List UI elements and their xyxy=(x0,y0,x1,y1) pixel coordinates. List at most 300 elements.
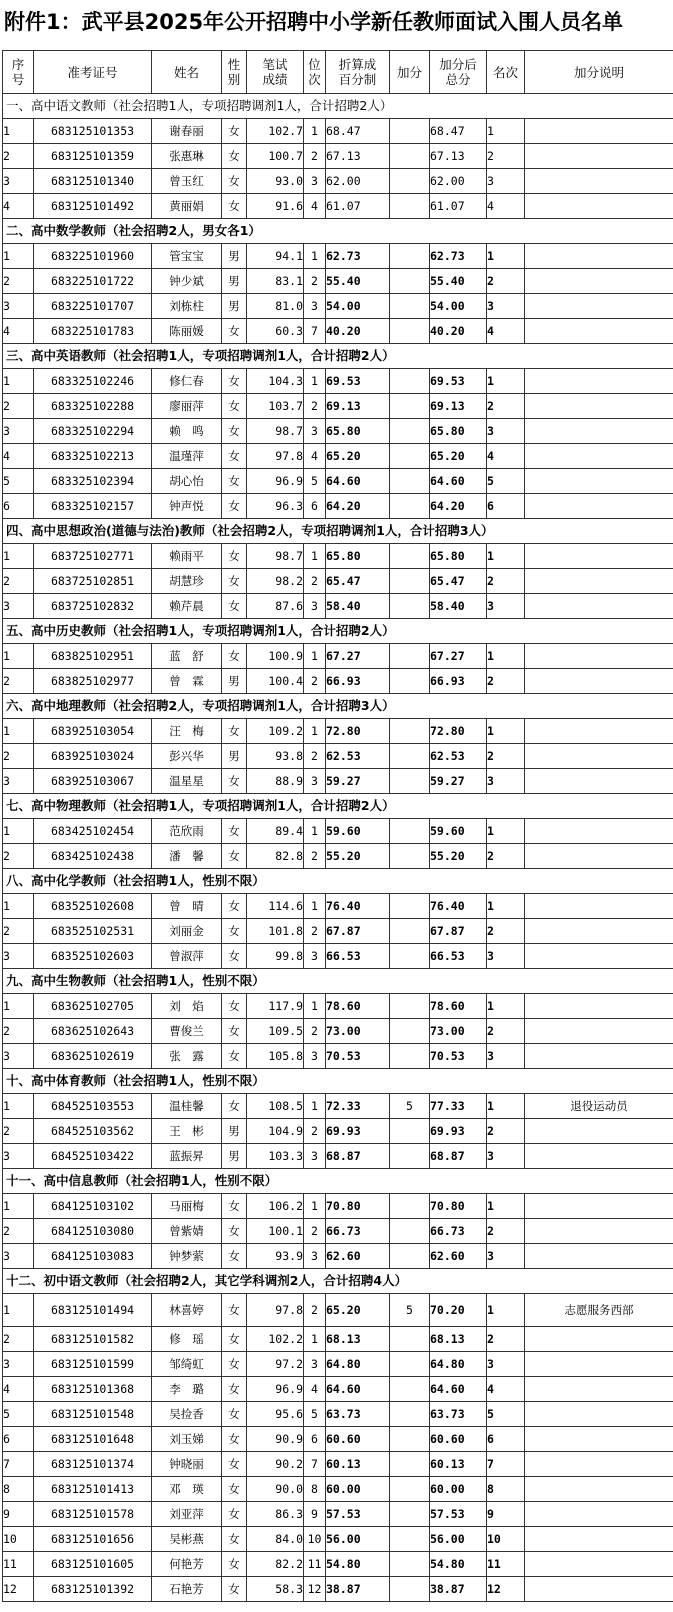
name-cell: 曾紫婧 xyxy=(152,1219,222,1244)
total-score-cell: 60.00 xyxy=(430,1477,487,1502)
table-row xyxy=(3,144,673,169)
total-score-cell: 62.53 xyxy=(430,744,487,769)
total-score-cell: 67.87 xyxy=(430,919,487,944)
gender-cell: 女 xyxy=(222,1352,247,1377)
table-row xyxy=(3,544,673,569)
seq-cell: 2 xyxy=(3,1019,34,1044)
exam-id-cell: 683125101605 xyxy=(34,1552,152,1577)
seq-cell: 3 xyxy=(3,1244,34,1269)
exam-id-cell: 683625102643 xyxy=(34,1019,152,1044)
seq-cell: 1 xyxy=(3,119,34,144)
bonus-cell xyxy=(390,1352,430,1377)
converted-score-cell: 66.73 xyxy=(326,1219,390,1244)
rank-cell: 4 xyxy=(304,1377,326,1402)
exam-id-cell: 683325102288 xyxy=(34,394,152,419)
rank-cell: 2 xyxy=(304,569,326,594)
table-row xyxy=(3,1377,673,1402)
table-row xyxy=(3,844,673,869)
header-bonus-note: 加分说明 xyxy=(525,51,673,94)
exam-id-cell: 683425102454 xyxy=(34,819,152,844)
rank-cell: 1 xyxy=(304,894,326,919)
table-row xyxy=(3,569,673,594)
gender-cell: 男 xyxy=(222,1144,247,1169)
section-header-row xyxy=(3,1169,673,1194)
bonus-cell xyxy=(390,769,430,794)
rank-cell: 2 xyxy=(304,394,326,419)
seq-cell: 2 xyxy=(3,744,34,769)
converted-score-cell: 72.80 xyxy=(326,719,390,744)
gender-cell: 男 xyxy=(222,669,247,694)
bonus-cell xyxy=(390,1477,430,1502)
rank-cell: 1 xyxy=(304,994,326,1019)
gender-cell: 女 xyxy=(222,444,247,469)
exam-id-cell: 683825102951 xyxy=(34,644,152,669)
bonus-cell xyxy=(390,1244,430,1269)
table-row xyxy=(3,1577,673,1602)
written-score-cell: 93.8 xyxy=(247,744,304,769)
seq-cell: 4 xyxy=(3,1377,34,1402)
bonus-note-cell xyxy=(525,294,673,319)
bonus-cell xyxy=(390,369,430,394)
section-title: 六、高中地理教师（社会招聘2人，专项招聘调剂1人，合计招聘3人） xyxy=(3,694,673,719)
table-row xyxy=(3,269,673,294)
bonus-note-cell xyxy=(525,1502,673,1527)
written-score-cell: 86.3 xyxy=(247,1502,304,1527)
written-score-cell: 83.1 xyxy=(247,269,304,294)
bonus-note-cell xyxy=(525,1144,673,1169)
final-rank-cell: 4 xyxy=(487,319,525,344)
bonus-cell xyxy=(390,1194,430,1219)
bonus-note-cell xyxy=(525,569,673,594)
gender-cell: 女 xyxy=(222,1244,247,1269)
bonus-note-cell xyxy=(525,144,673,169)
total-score-cell: 69.13 xyxy=(430,394,487,419)
name-cell: 钟梦萦 xyxy=(152,1244,222,1269)
exam-id-cell: 684125103083 xyxy=(34,1244,152,1269)
bonus-cell xyxy=(390,144,430,169)
exam-id-cell: 683325102157 xyxy=(34,494,152,519)
final-rank-cell: 1 xyxy=(487,819,525,844)
table-row xyxy=(3,944,673,969)
table-row xyxy=(3,169,673,194)
name-cell: 温瑾萍 xyxy=(152,444,222,469)
table-body xyxy=(3,94,673,1602)
rank-cell: 1 xyxy=(304,544,326,569)
name-cell: 汪 梅 xyxy=(152,719,222,744)
name-cell: 范欣雨 xyxy=(152,819,222,844)
section-title: 九、高中生物教师（社会招聘1人，性别不限） xyxy=(3,969,673,994)
bonus-cell xyxy=(390,444,430,469)
seq-cell: 3 xyxy=(3,294,34,319)
seq-cell: 1 xyxy=(3,719,34,744)
table-row xyxy=(3,819,673,844)
document-title: 附件1：武平县2025年公开招聘中小学新任教师面试入围人员名单 xyxy=(4,10,624,34)
final-rank-cell: 3 xyxy=(487,944,525,969)
section-title: 十二、初中语文教师（社会招聘2人，其它学科调剂2人，合计招聘4人） xyxy=(3,1269,673,1294)
final-rank-cell: 7 xyxy=(487,1452,525,1477)
seq-cell: 3 xyxy=(3,769,34,794)
seq-cell: 2 xyxy=(3,1119,34,1144)
seq-cell: 1 xyxy=(3,544,34,569)
bonus-note-cell xyxy=(525,744,673,769)
written-score-cell: 90.2 xyxy=(247,1452,304,1477)
final-rank-cell: 2 xyxy=(487,394,525,419)
written-score-cell: 94.1 xyxy=(247,244,304,269)
exam-id-cell: 683425102438 xyxy=(34,844,152,869)
gender-cell: 女 xyxy=(222,1552,247,1577)
seq-cell: 1 xyxy=(3,244,34,269)
written-score-cell: 97.8 xyxy=(247,1294,304,1327)
seq-cell: 6 xyxy=(3,494,34,519)
converted-score-cell: 70.80 xyxy=(326,1194,390,1219)
total-score-cell: 66.73 xyxy=(430,1219,487,1244)
name-cell: 邓 瑛 xyxy=(152,1477,222,1502)
final-rank-cell: 3 xyxy=(487,1144,525,1169)
converted-score-cell: 69.93 xyxy=(326,1119,390,1144)
table-row xyxy=(3,1244,673,1269)
gender-cell: 女 xyxy=(222,469,247,494)
gender-cell: 女 xyxy=(222,1327,247,1352)
seq-cell: 2 xyxy=(3,394,34,419)
section-header-row xyxy=(3,344,673,369)
total-score-cell: 62.00 xyxy=(430,169,487,194)
table-row xyxy=(3,294,673,319)
bonus-cell xyxy=(390,1019,430,1044)
seq-cell: 11 xyxy=(3,1552,34,1577)
gender-cell: 女 xyxy=(222,119,247,144)
seq-cell: 3 xyxy=(3,169,34,194)
written-score-cell: 91.6 xyxy=(247,194,304,219)
name-cell: 钟少斌 xyxy=(152,269,222,294)
rank-cell: 3 xyxy=(304,169,326,194)
gender-cell: 女 xyxy=(222,1577,247,1602)
bonus-cell xyxy=(390,669,430,694)
exam-id-cell: 683125101374 xyxy=(34,1452,152,1477)
section-title: 十一、高中信息教师（社会招聘1人，性别不限） xyxy=(3,1169,673,1194)
bonus-cell xyxy=(390,594,430,619)
seq-cell: 3 xyxy=(3,1352,34,1377)
seq-cell: 2 xyxy=(3,844,34,869)
exam-id-cell: 683225101960 xyxy=(34,244,152,269)
gender-cell: 男 xyxy=(222,1119,247,1144)
name-cell: 吴彬燕 xyxy=(152,1527,222,1552)
rank-cell: 10 xyxy=(304,1527,326,1552)
converted-score-cell: 59.27 xyxy=(326,769,390,794)
header-bonus: 加分 xyxy=(390,51,430,94)
final-rank-cell: 1 xyxy=(487,1294,525,1327)
bonus-note-cell xyxy=(525,819,673,844)
converted-score-cell: 72.33 xyxy=(326,1094,390,1119)
table-row xyxy=(3,1194,673,1219)
rank-cell: 1 xyxy=(304,369,326,394)
gender-cell: 女 xyxy=(222,719,247,744)
final-rank-cell: 3 xyxy=(487,594,525,619)
converted-score-cell: 54.80 xyxy=(326,1552,390,1577)
bonus-cell xyxy=(390,994,430,1019)
total-score-cell: 69.93 xyxy=(430,1119,487,1144)
converted-score-cell: 78.60 xyxy=(326,994,390,1019)
bonus-cell xyxy=(390,1427,430,1452)
name-cell: 曹俊兰 xyxy=(152,1019,222,1044)
rank-cell: 7 xyxy=(304,1452,326,1477)
bonus-note-cell xyxy=(525,169,673,194)
total-score-cell: 55.40 xyxy=(430,269,487,294)
bonus-cell xyxy=(390,719,430,744)
total-score-cell: 69.53 xyxy=(430,369,487,394)
final-rank-cell: 4 xyxy=(487,1377,525,1402)
converted-score-cell: 54.00 xyxy=(326,294,390,319)
written-score-cell: 100.9 xyxy=(247,644,304,669)
converted-score-cell: 76.40 xyxy=(326,894,390,919)
total-score-cell: 60.60 xyxy=(430,1427,487,1452)
bonus-note-cell xyxy=(525,1527,673,1552)
table-row xyxy=(3,1094,673,1119)
table-row xyxy=(3,1502,673,1527)
total-score-cell: 61.07 xyxy=(430,194,487,219)
total-score-cell: 62.73 xyxy=(430,244,487,269)
section-title: 三、高中英语教师（社会招聘1人，专项招聘调剂1人，合计招聘2人） xyxy=(3,344,673,369)
rank-cell: 2 xyxy=(304,919,326,944)
bonus-note-cell xyxy=(525,719,673,744)
exam-id-cell: 683225101707 xyxy=(34,294,152,319)
converted-score-cell: 73.00 xyxy=(326,1019,390,1044)
gender-cell: 男 xyxy=(222,744,247,769)
exam-id-cell: 684525103562 xyxy=(34,1119,152,1144)
written-score-cell: 82.2 xyxy=(247,1552,304,1577)
rank-cell: 6 xyxy=(304,494,326,519)
written-score-cell: 84.0 xyxy=(247,1527,304,1552)
converted-score-cell: 58.40 xyxy=(326,594,390,619)
bonus-cell: 5 xyxy=(390,1094,430,1119)
converted-score-cell: 56.00 xyxy=(326,1527,390,1552)
exam-id-cell: 683325102246 xyxy=(34,369,152,394)
written-score-cell: 101.8 xyxy=(247,919,304,944)
bonus-note-cell xyxy=(525,269,673,294)
converted-score-cell: 65.20 xyxy=(326,444,390,469)
converted-score-cell: 67.27 xyxy=(326,644,390,669)
final-rank-cell: 3 xyxy=(487,169,525,194)
name-cell: 李 璐 xyxy=(152,1377,222,1402)
gender-cell: 女 xyxy=(222,1527,247,1552)
bonus-note-cell xyxy=(525,1194,673,1219)
section-title: 四、高中思想政治(道德与法治)教师（社会招聘2人，专项招聘调剂1人，合计招聘3人） xyxy=(3,519,673,544)
converted-score-cell: 69.13 xyxy=(326,394,390,419)
name-cell: 王 彬 xyxy=(152,1119,222,1144)
rank-cell: 4 xyxy=(304,444,326,469)
converted-score-cell: 65.80 xyxy=(326,419,390,444)
converted-score-cell: 69.53 xyxy=(326,369,390,394)
section-header-row xyxy=(3,969,673,994)
section-title: 二、高中数学教师（社会招聘2人，男女各1） xyxy=(3,219,673,244)
rank-cell: 1 xyxy=(304,644,326,669)
bonus-note-cell xyxy=(525,244,673,269)
bonus-note-cell xyxy=(525,769,673,794)
rank-cell: 2 xyxy=(304,144,326,169)
name-cell: 邹绮虹 xyxy=(152,1352,222,1377)
exam-id-cell: 683125101368 xyxy=(34,1377,152,1402)
final-rank-cell: 1 xyxy=(487,119,525,144)
rank-cell: 4 xyxy=(304,194,326,219)
exam-id-cell: 683725102771 xyxy=(34,544,152,569)
name-cell: 钟声悦 xyxy=(152,494,222,519)
exam-id-cell: 683125101548 xyxy=(34,1402,152,1427)
seq-cell: 1 xyxy=(3,1194,34,1219)
bonus-note-cell xyxy=(525,844,673,869)
bonus-note-cell xyxy=(525,1244,673,1269)
bonus-note-cell xyxy=(525,544,673,569)
exam-id-cell: 683125101413 xyxy=(34,1477,152,1502)
total-score-cell: 40.20 xyxy=(430,319,487,344)
table-row xyxy=(3,369,673,394)
converted-score-cell: 55.20 xyxy=(326,844,390,869)
bonus-note-cell xyxy=(525,394,673,419)
bonus-note-cell xyxy=(525,494,673,519)
gender-cell: 女 xyxy=(222,419,247,444)
table-row xyxy=(3,669,673,694)
final-rank-cell: 5 xyxy=(487,469,525,494)
candidate-table xyxy=(2,50,673,1602)
gender-cell: 女 xyxy=(222,1502,247,1527)
bonus-note-cell: 志愿服务西部 xyxy=(525,1294,673,1327)
bonus-note-cell xyxy=(525,944,673,969)
name-cell: 曾 霖 xyxy=(152,669,222,694)
exam-id-cell: 683125101582 xyxy=(34,1327,152,1352)
rank-cell: 9 xyxy=(304,1502,326,1527)
final-rank-cell: 2 xyxy=(487,569,525,594)
bonus-cell: 5 xyxy=(390,1294,430,1327)
bonus-note-cell xyxy=(525,1577,673,1602)
written-score-cell: 106.2 xyxy=(247,1194,304,1219)
total-score-cell: 68.13 xyxy=(430,1327,487,1352)
total-score-cell: 66.93 xyxy=(430,669,487,694)
bonus-cell xyxy=(390,269,430,294)
exam-id-cell: 683925103054 xyxy=(34,719,152,744)
exam-id-cell: 683125101656 xyxy=(34,1527,152,1552)
section-header-row xyxy=(3,694,673,719)
rank-cell: 1 xyxy=(304,1194,326,1219)
section-header-row xyxy=(3,619,673,644)
total-score-cell: 65.47 xyxy=(430,569,487,594)
written-score-cell: 97.8 xyxy=(247,444,304,469)
converted-score-cell: 64.60 xyxy=(326,469,390,494)
total-score-cell: 77.33 xyxy=(430,1094,487,1119)
exam-id-cell: 683125101494 xyxy=(34,1294,152,1327)
name-cell: 赖芹晨 xyxy=(152,594,222,619)
rank-cell: 1 xyxy=(304,119,326,144)
total-score-cell: 63.73 xyxy=(430,1402,487,1427)
seq-cell: 1 xyxy=(3,994,34,1019)
bonus-cell xyxy=(390,1219,430,1244)
gender-cell: 女 xyxy=(222,369,247,394)
gender-cell: 女 xyxy=(222,1219,247,1244)
header-seq: 序 号 xyxy=(3,51,34,94)
table-row xyxy=(3,994,673,1019)
bonus-cell xyxy=(390,569,430,594)
final-rank-cell: 6 xyxy=(487,494,525,519)
converted-score-cell: 65.47 xyxy=(326,569,390,594)
name-cell: 赖雨平 xyxy=(152,544,222,569)
bonus-note-cell xyxy=(525,1352,673,1377)
final-rank-cell: 3 xyxy=(487,769,525,794)
final-rank-cell: 2 xyxy=(487,919,525,944)
table-row xyxy=(3,394,673,419)
name-cell: 温星星 xyxy=(152,769,222,794)
bonus-cell xyxy=(390,819,430,844)
written-score-cell: 114.6 xyxy=(247,894,304,919)
name-cell: 彭兴华 xyxy=(152,744,222,769)
seq-cell: 6 xyxy=(3,1427,34,1452)
header-final-rank: 名次 xyxy=(487,51,525,94)
seq-cell: 8 xyxy=(3,1477,34,1502)
seq-cell: 10 xyxy=(3,1527,34,1552)
final-rank-cell: 2 xyxy=(487,1019,525,1044)
gender-cell: 女 xyxy=(222,169,247,194)
gender-cell: 男 xyxy=(222,244,247,269)
converted-score-cell: 68.13 xyxy=(326,1327,390,1352)
rank-cell: 3 xyxy=(304,1244,326,1269)
header-written-score: 笔试 成绩 xyxy=(247,51,304,94)
written-score-cell: 117.9 xyxy=(247,994,304,1019)
seq-cell: 12 xyxy=(3,1577,34,1602)
gender-cell: 女 xyxy=(222,144,247,169)
gender-cell: 女 xyxy=(222,1452,247,1477)
section-title: 五、高中历史教师（社会招聘1人，专项招聘调剂1人，合计招聘2人） xyxy=(3,619,673,644)
final-rank-cell: 3 xyxy=(487,1044,525,1069)
converted-score-cell: 60.00 xyxy=(326,1477,390,1502)
table-row xyxy=(3,1119,673,1144)
written-score-cell: 95.6 xyxy=(247,1402,304,1427)
total-score-cell: 66.53 xyxy=(430,944,487,969)
written-score-cell: 100.4 xyxy=(247,669,304,694)
name-cell: 温桂馨 xyxy=(152,1094,222,1119)
exam-id-cell: 683225101722 xyxy=(34,269,152,294)
bonus-cell xyxy=(390,844,430,869)
seq-cell: 4 xyxy=(3,194,34,219)
bonus-note-cell xyxy=(525,1552,673,1577)
name-cell: 谢春丽 xyxy=(152,119,222,144)
bonus-cell xyxy=(390,1402,430,1427)
bonus-cell xyxy=(390,644,430,669)
gender-cell: 女 xyxy=(222,1194,247,1219)
bonus-note-cell xyxy=(525,1452,673,1477)
converted-score-cell: 62.53 xyxy=(326,744,390,769)
name-cell: 张 露 xyxy=(152,1044,222,1069)
gender-cell: 女 xyxy=(222,194,247,219)
converted-score-cell: 68.47 xyxy=(326,119,390,144)
bonus-cell xyxy=(390,194,430,219)
total-score-cell: 65.20 xyxy=(430,444,487,469)
exam-id-cell: 683625102705 xyxy=(34,994,152,1019)
written-score-cell: 100.7 xyxy=(247,144,304,169)
name-cell: 刘玉娣 xyxy=(152,1427,222,1452)
final-rank-cell: 3 xyxy=(487,294,525,319)
exam-id-cell: 683125101578 xyxy=(34,1502,152,1527)
name-cell: 吴捡香 xyxy=(152,1402,222,1427)
written-score-cell: 98.7 xyxy=(247,419,304,444)
written-score-cell: 109.5 xyxy=(247,1019,304,1044)
gender-cell: 女 xyxy=(222,1427,247,1452)
converted-score-cell: 60.13 xyxy=(326,1452,390,1477)
seq-cell: 7 xyxy=(3,1452,34,1477)
bonus-cell xyxy=(390,1552,430,1577)
converted-score-cell: 64.60 xyxy=(326,1377,390,1402)
bonus-note-cell: 退役运动员 xyxy=(525,1094,673,1119)
table-row xyxy=(3,244,673,269)
table-row xyxy=(3,1327,673,1352)
final-rank-cell: 2 xyxy=(487,144,525,169)
total-score-cell: 70.20 xyxy=(430,1294,487,1327)
header-converted-score: 折算成 百分制 xyxy=(326,51,390,94)
